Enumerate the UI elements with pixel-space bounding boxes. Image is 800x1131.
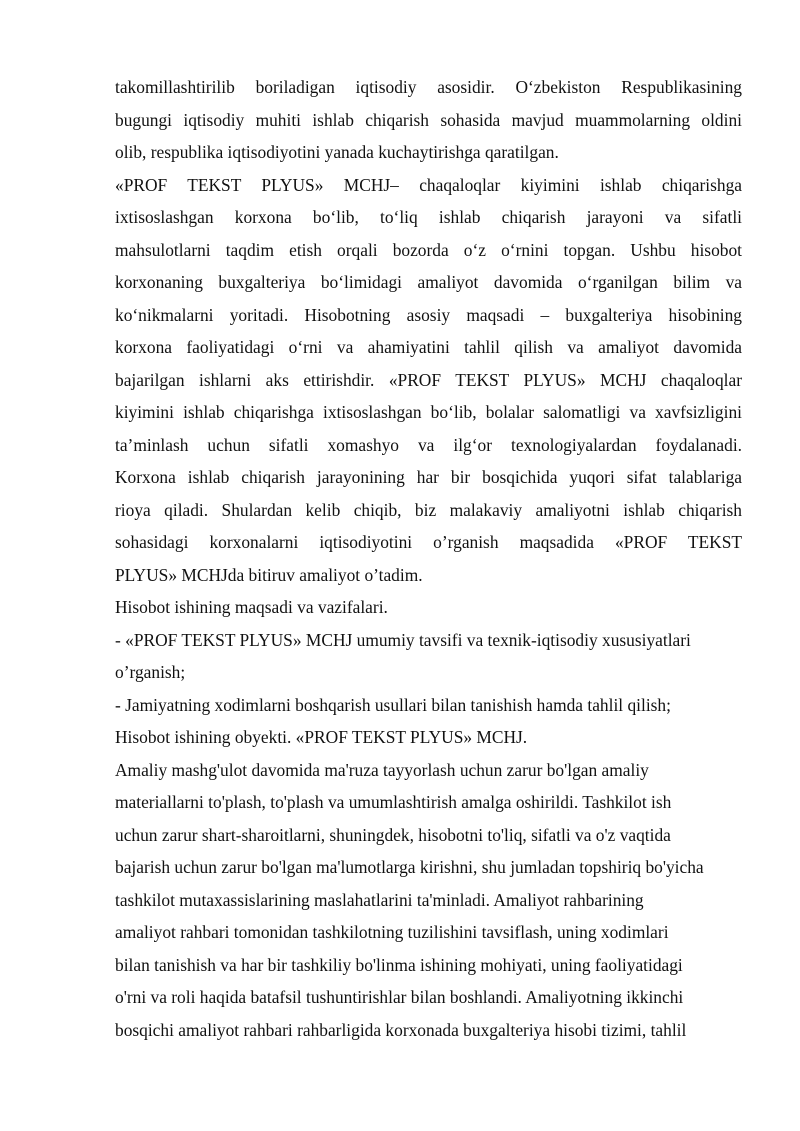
text-line: sohasidagi korxonalarni iqtisodiyotini o’rganish maqsadida «PROF TEKST	[115, 532, 742, 552]
text-line: Amaliy mashg'ulot davomida ma'ruza tayyorlash uchun zarur bo'lgan amaliy	[115, 759, 649, 780]
text-line: - «PROF TEKST PLYUS» MCHJ umumiy tavsifi va texnik-iqtisodiy xususiyatlari	[115, 629, 691, 650]
text-line: ko‘nikmalarni yoritadi. Hisobotning asosiy maqsadi – buxgalteriya hisobining	[115, 304, 742, 325]
paragraph	[115, 721, 742, 754]
text-line: kiyimini ishlab chiqarishga ixtisoslashgan bo‘lib, bolalar salomatligi va xavfsizligini	[115, 402, 742, 422]
text-line: amaliyot rahbari tomonidan tashkilotning tuzilishini tavsiflash, uning xodimlari	[115, 922, 669, 942]
text-line: PLYUS» MCHJda bitiruv amaliyot o’tadim.	[115, 564, 423, 585]
paragraph	[115, 169, 742, 592]
text-line: bajarilgan ishlarni aks ettirishdir. «PROF TEKST PLYUS» MCHJ chaqaloqlar	[115, 369, 742, 390]
text-line: o’rganish;	[115, 662, 186, 682]
paragraph	[115, 689, 742, 722]
text-line: «PROF TEKST PLYUS» MCHJ– chaqaloqlar kiyimini ishlab chiqarishga	[115, 174, 742, 195]
text-line: bilan tanishish va har bir tashkiliy bo'linma ishining mohiyati, uning faoliyatidagi	[115, 954, 683, 975]
paragraph	[115, 71, 742, 169]
text-line: ixtisoslashgan korxona bo‘lib, to‘liq ishlab chiqarish jarayoni va sifatli	[115, 207, 742, 227]
text-line: rioya qiladi. Shulardan kelib chiqib, biz malakaviy amaliyotni ishlab chiqarish	[115, 499, 742, 520]
text-line: bugungi iqtisodiy muhiti ishlab chiqarish sohasida mavjud muammolarning oldini	[115, 109, 742, 130]
document-body	[115, 71, 742, 1046]
text-line: - Jamiyatning xodimlarni boshqarish usullari bilan tanishish hamda tahlil qilish;	[115, 694, 671, 715]
text-line: bosqichi amaliyot rahbari rahbarligida korxonada buxgalteriya hisobi tizimi, tahlil	[115, 1019, 687, 1040]
text-line: ta’minlash uchun sifatli xomashyo va ilg‘or texnologiyalardan foydalanadi.	[115, 434, 742, 455]
text-line: takomillashtirilib boriladigan iqtisodiy asosidir. O‘zbekiston Respublikasining	[115, 77, 742, 97]
text-line: tashkilot mutaxassislarining maslahatlarini ta'minladi. Amaliyot rahbarining	[115, 889, 644, 910]
text-line: Hisobot ishining obyekti. «PROF TEKST PLYUS» MCHJ.	[115, 727, 528, 747]
text-line: o'rni va roli haqida batafsil tushuntirishlar bilan boshlandi. Amaliyotning ikkinchi	[115, 987, 684, 1007]
text-line: mahsulotlarni taqdim etish orqali bozorda o‘z o‘rnini topgan. Ushbu hisobot	[115, 239, 742, 260]
text-line: Korxona ishlab chiqarish jarayonining har bir bosqichida yuqori sifat talablariga	[115, 467, 742, 487]
text-line: materiallarni to'plash, to'plash va umumlashtirish amalga oshirildi. Tashkilot ish	[115, 792, 672, 812]
paragraph	[115, 591, 742, 624]
text-line: Hisobot ishining maqsadi va vazifalari.	[115, 597, 388, 617]
paragraph	[115, 754, 742, 1047]
text-line: bajarish uchun zarur bo'lgan ma'lumotlarga kirishni, shu jumladan topshiriq bo'yicha	[115, 857, 704, 877]
text-line: uchun zarur shart-sharoitlarni, shuningdek, hisobotni to'liq, sifatli va o'z vaqtida	[115, 824, 671, 845]
paragraph	[115, 624, 742, 689]
text-line: olib, respublika iqtisodiyotini yanada kuchaytirishga qaratilgan.	[115, 142, 559, 162]
text-line: korxonaning buxgalteriya bo‘limidagi amaliyot davomida o‘rganilgan bilim va	[115, 272, 742, 292]
text-line: korxona faoliyatidagi o‘rni va ahamiyatini tahlil qilish va amaliyot davomida	[115, 337, 742, 357]
